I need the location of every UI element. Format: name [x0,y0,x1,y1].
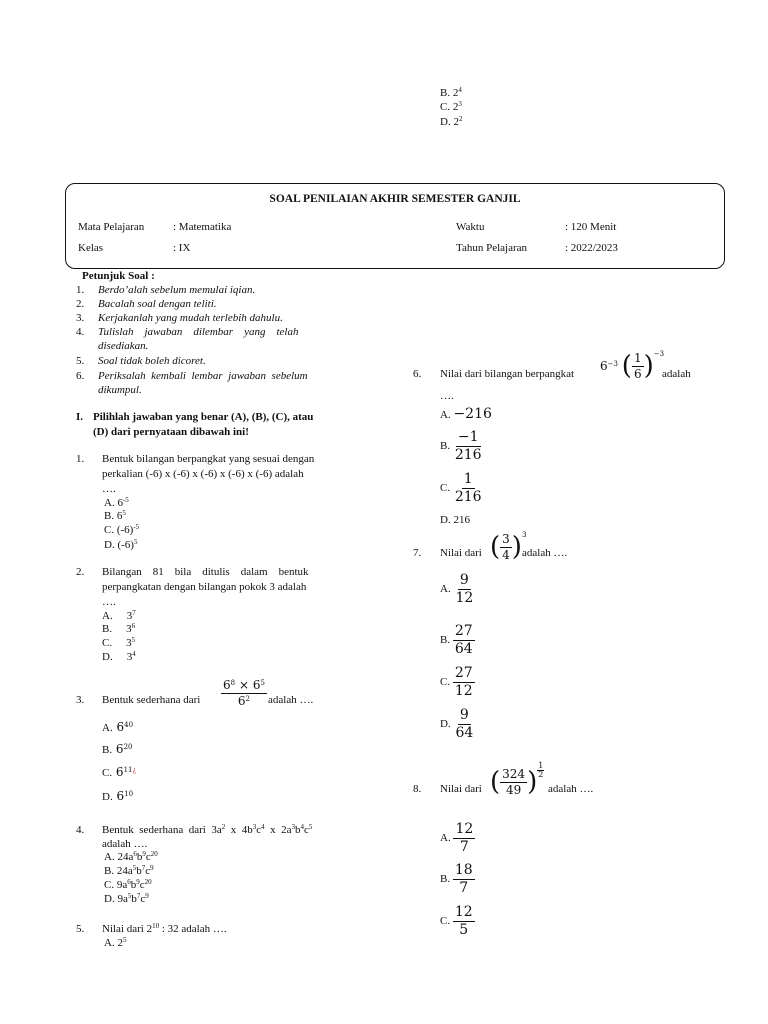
option-b[interactable]: B. $24a^5b^7c^9$ [104,864,154,877]
year-value: : 2022/2023 [565,242,618,254]
section-number: I. [76,411,84,423]
question-text: perkalian (-6) x (-6) x (-6) x (-6) x (-6) adalah [102,468,304,480]
time-value: : 120 Menit [565,221,617,233]
question-prefix: Bentuk sederhana dari [102,694,201,706]
question-number: 3. [76,694,85,706]
option-d[interactable]: D. $6^{10}$ [102,789,134,803]
option-d[interactable]: D. $3^4$ [102,650,136,663]
instruction-text: Tulislah jawaban dilembar yang telah [98,326,299,338]
instruction-text: Kerjakanlah yang mudah terlebih dahulu. [98,312,283,324]
option-d[interactable]: D. $(-6)^5$ [104,538,138,551]
question-number: 5. [76,923,85,935]
instruction-num: 2. [76,298,85,310]
question-text: Bilangan 81 bila ditulis dalam bentuk [102,566,309,578]
question-number: 7. [413,547,422,559]
time-label: Waktu [456,221,485,233]
instruction-text-cont: dikumpul. [98,384,142,396]
class-label: Kelas [78,242,104,254]
question-text: Bentuk sederhana dari $3a^2$ x $4b^3c^4$ x $2a^3b^4c^5$ [102,823,313,836]
section-heading-line2: (D) dari pernyataan dibawah ini! [93,426,249,438]
option-c[interactable]: C. $\frac{12}{5}$ [440,904,473,938]
class-value: : IX [173,242,191,254]
option-a[interactable]: A. −216 [440,406,492,422]
option-b[interactable]: B. $\frac{-1}{216}$ [440,429,482,463]
section-heading-line1: Pilihlah jawaban yang benar (A), (B), (C), atau [93,411,314,423]
question-number: 2. [76,566,85,578]
option-d[interactable]: D. $\frac{9}{64}$ [440,707,474,741]
question-number: 1. [76,453,85,465]
question-text: perpangkatan dengan bilangan pokok 3 adalah [102,581,307,593]
option-a[interactable]: A. $\frac{9}{12}$ [440,572,474,606]
question-suffix: adalah …. [268,694,314,706]
option-b[interactable]: B. $\frac{18}{7}$ [440,862,473,896]
question-text: …. [102,483,116,495]
instruction-num: 5. [76,355,85,367]
question-text: …. [440,390,454,402]
subject-label: Mata Pelajaran [78,221,145,233]
option-d[interactable]: D. 216 [440,514,470,526]
option-c[interactable]: C. $3^5$ [102,636,136,649]
question-text: adalah …. [102,838,148,850]
power-expression: ( $\frac{3}{4}$ )$^3$ [490,530,527,563]
question-text: Nilai dari $2^{10}$ : 32 adalah …. [102,922,227,935]
instruction-num: 1. [76,284,85,296]
exam-title: SOAL PENILAIAN AKHIR SEMESTER GANJIL [269,193,521,205]
instruction-text: Bacalah soal dengan teliti. [98,298,217,310]
year-label: Tahun Pelajaran [456,242,528,254]
question-suffix: adalah [662,368,691,380]
question-number: 6. [413,368,422,380]
option-a[interactable]: A. $3^7$ [102,609,136,622]
instruction-text: Soal tidak boleh dicoret. [98,355,206,367]
option-b[interactable]: B. $6^{20}$ [102,742,133,756]
instruction-text: Periksalah kembali lembar jawaban sebelum [98,370,308,382]
question-text: Bentuk bilangan berpangkat yang sesuai dengan [102,453,315,465]
question-suffix: adalah …. [548,783,594,795]
instruction-text: Berdo’alah sebelum memulai iqian. [98,284,256,296]
option-b[interactable]: B. $6^5$ [104,509,126,522]
option-a[interactable]: A. $6^{-5}$ [104,496,129,509]
top-option-d: D. $2^2$ [440,115,463,128]
question-text: …. [102,596,116,608]
power-expression: ( $\frac{324}{49}$ ) $\frac{1}{2}$ [490,760,544,798]
option-c[interactable]: C. $6^{11¿}$ [102,765,137,779]
option-b[interactable]: B. $\frac{27}{64}$ [440,623,473,657]
top-option-b: B. $2^4$ [440,86,462,99]
option-a[interactable]: A. $2^5$ [104,936,127,949]
question-prefix: Nilai dari [440,547,482,559]
option-a[interactable]: A. $\frac{12}{7}$ [440,821,474,855]
option-b[interactable]: B. $3^6$ [102,622,136,635]
option-c[interactable]: C. $9a^6b^9c^{20}$ [104,878,152,891]
question-suffix: adalah …. [522,547,568,559]
option-a[interactable]: A. $24a^6b^9c^{20}$ [104,850,158,863]
instructions-title: Petunjuk Soal : [82,270,155,282]
option-c[interactable]: C. $\frac{27}{12}$ [440,665,473,699]
instruction-num: 6. [76,370,85,382]
question-prefix: Nilai dari bilangan berpangkat [440,368,575,380]
instruction-num: 3. [76,312,85,324]
question-number: 4. [76,824,85,836]
power-expression: $6^{-3}$ ( $\frac{1}{6}$ )$^{-3}$ [600,349,665,382]
instruction-num: 4. [76,326,85,338]
option-c[interactable]: C. $\frac{1}{216}$ [440,471,482,505]
fraction-expression: $\frac{6^8 \times 6^5}{6^2}$ [223,678,265,708]
subject-value: : Matematika [173,221,232,233]
option-d[interactable]: D. $9a^5b^7c^9$ [104,892,149,905]
question-prefix: Nilai dari [440,783,482,795]
option-a[interactable]: A. $6^{40}$ [102,720,134,734]
option-c[interactable]: C. $(-6)^{-5}$ [104,523,140,536]
instruction-text-cont: disediakan. [98,340,149,352]
top-option-c: C. $2^3$ [440,100,462,113]
question-number: 8. [413,783,422,795]
